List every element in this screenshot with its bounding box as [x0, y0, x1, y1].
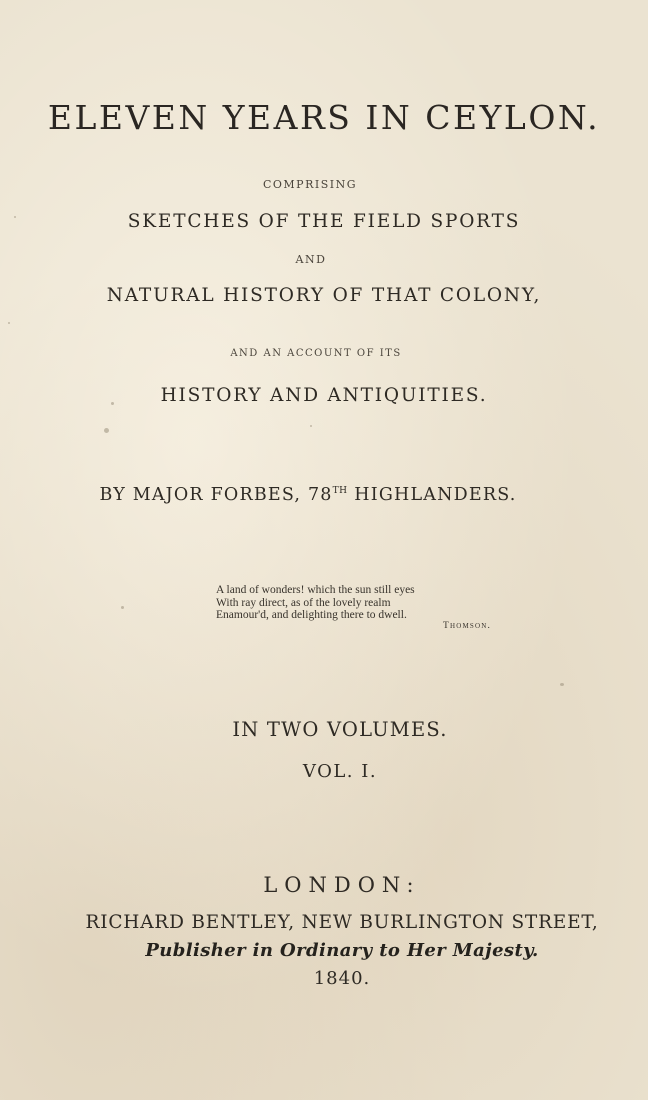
paper-speck	[104, 428, 109, 433]
author-superscript: TH	[332, 486, 348, 497]
volumes-label: IN TWO VOLUMES.	[232, 718, 448, 741]
and-label: AND	[295, 253, 327, 266]
imprint-year: 1840.	[313, 968, 371, 989]
book-title: ELEVEN YEARS IN CEYLON.	[47, 98, 601, 137]
author-suffix: HIGHLANDERS.	[347, 485, 517, 505]
subtitle-line-1: SKETCHES OF THE FIELD SPORTS	[127, 211, 521, 232]
paper-speck	[310, 425, 312, 427]
epigraph-line: A land of wonders! which the sun still eyes	[216, 584, 415, 596]
paper-speck	[121, 606, 124, 609]
paper-speck	[8, 322, 10, 324]
imprint-appointment: Publisher in Ordinary to Her Majesty.	[145, 940, 539, 961]
imprint-city: LONDON:	[263, 873, 421, 897]
volume-number: VOL. I.	[302, 761, 378, 782]
epigraph-attribution: Thomson.	[443, 621, 492, 631]
comprising-label: COMPRISING	[262, 178, 358, 191]
epigraph-line: With ray direct, as of the lovely realm	[216, 596, 391, 609]
paper-speck	[560, 683, 564, 686]
author-line	[0, 485, 632, 505]
author-prefix: BY MAJOR FORBES, 78	[99, 485, 333, 505]
subtitle-line-3: HISTORY AND ANTIQUITIES.	[160, 385, 488, 406]
paper-speck	[111, 402, 114, 405]
epigraph-line: Enamour'd, and delighting there to dwell.	[216, 609, 407, 621]
account-label: AND AN ACCOUNT OF ITS	[230, 348, 402, 359]
epigraph	[216, 584, 516, 622]
subtitle-line-2: NATURAL HISTORY OF THAT COLONY,	[106, 285, 542, 306]
paper-speck	[14, 216, 16, 218]
imprint-publisher: RICHARD BENTLEY, NEW BURLINGTON STREET,	[85, 912, 599, 933]
